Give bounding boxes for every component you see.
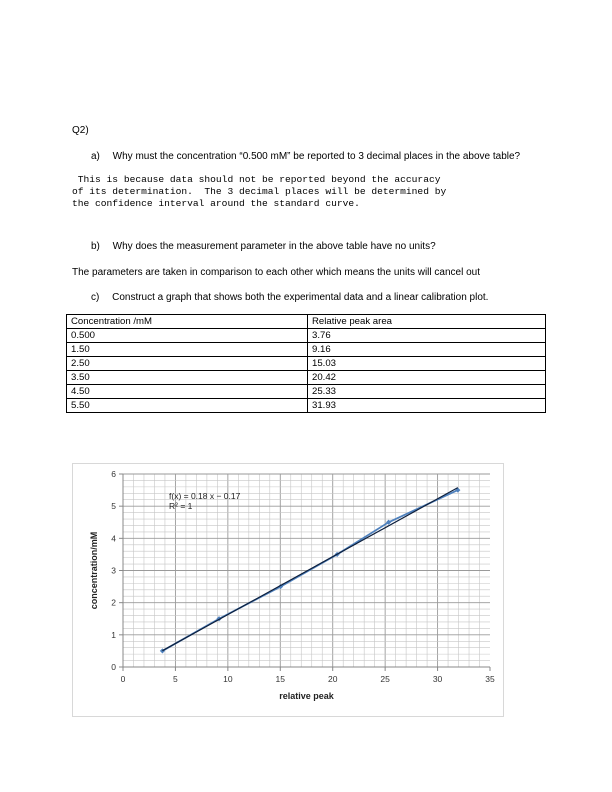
x-tick-label: 30: [432, 674, 443, 684]
answer-a-line-1: This is because data should not be reported beyond the accuracy: [72, 174, 441, 185]
table-row: [67, 385, 546, 399]
table-header-row: [67, 315, 546, 329]
table-row: [67, 329, 546, 343]
y-tick-label: 0: [111, 662, 116, 672]
y-tick-label: 2: [111, 597, 116, 608]
x-tick-label: 0: [120, 674, 126, 684]
answer-a-line-2: of its determination. The 3 decimal places will be determined by: [72, 186, 447, 197]
table-row: [67, 357, 546, 371]
question-b: b) Why does the measurement parameter in the above table have no units?: [91, 241, 436, 252]
y-tick-label: 4: [111, 533, 116, 544]
y-tick-label: 3: [111, 565, 116, 576]
x-tick-label: 25: [380, 674, 390, 684]
calibration-chart: [72, 463, 504, 717]
y-tick-label: 5: [111, 501, 116, 512]
x-axis-title: relative peak: [279, 691, 334, 701]
x-tick-label: 35: [485, 674, 495, 684]
table-cell: 4.50: [67, 385, 308, 399]
x-tick-label: 10: [223, 674, 233, 684]
table-cell: 0.500: [67, 329, 308, 343]
x-tick-label: 20: [327, 674, 338, 684]
y-axis-title: concentration/mM: [89, 531, 99, 610]
x-tick-label: 5: [173, 674, 178, 684]
answer-b: The parameters are taken in comparison to each other which means the units will cancel out: [72, 267, 480, 278]
question-number: Q2): [72, 125, 89, 136]
table-header-cell: Relative peak area: [308, 315, 546, 329]
question-a: a) Why must the concentration “0.500 mM” be reported to 3 decimal places in the above table?: [91, 151, 521, 162]
table-cell: 9.16: [308, 343, 546, 357]
table-cell: 15.03: [308, 357, 546, 371]
table-row: [67, 343, 546, 357]
y-tick-label: 6: [111, 469, 116, 479]
r-squared-label: R² = 1: [169, 501, 193, 511]
y-tick-label: 1: [111, 629, 116, 640]
table-cell: 31.93: [308, 399, 546, 413]
table-row: [67, 371, 546, 385]
table-cell: 2.50: [67, 357, 308, 371]
question-c: c) Construct a graph that shows both the experimental data and a linear calibration plot.: [91, 292, 489, 303]
table-row: [67, 399, 546, 413]
table-header-cell: Concentration /mM: [67, 315, 308, 329]
table-cell: 20.42: [308, 371, 546, 385]
table-cell: 1.50: [67, 343, 308, 357]
chart-canvas: [73, 464, 503, 716]
table-cell: 25.33: [308, 385, 546, 399]
x-tick-label: 15: [275, 674, 286, 684]
table-cell: 5.50: [67, 399, 308, 413]
data-table: [66, 314, 546, 413]
answer-a-line-3: the confidence interval around the standard curve.: [72, 198, 360, 209]
trendline-equation: f(x) = 0.18 x − 0.17: [169, 491, 241, 501]
table-cell: 3.50: [67, 371, 308, 385]
table-cell: 3.76: [308, 329, 546, 343]
